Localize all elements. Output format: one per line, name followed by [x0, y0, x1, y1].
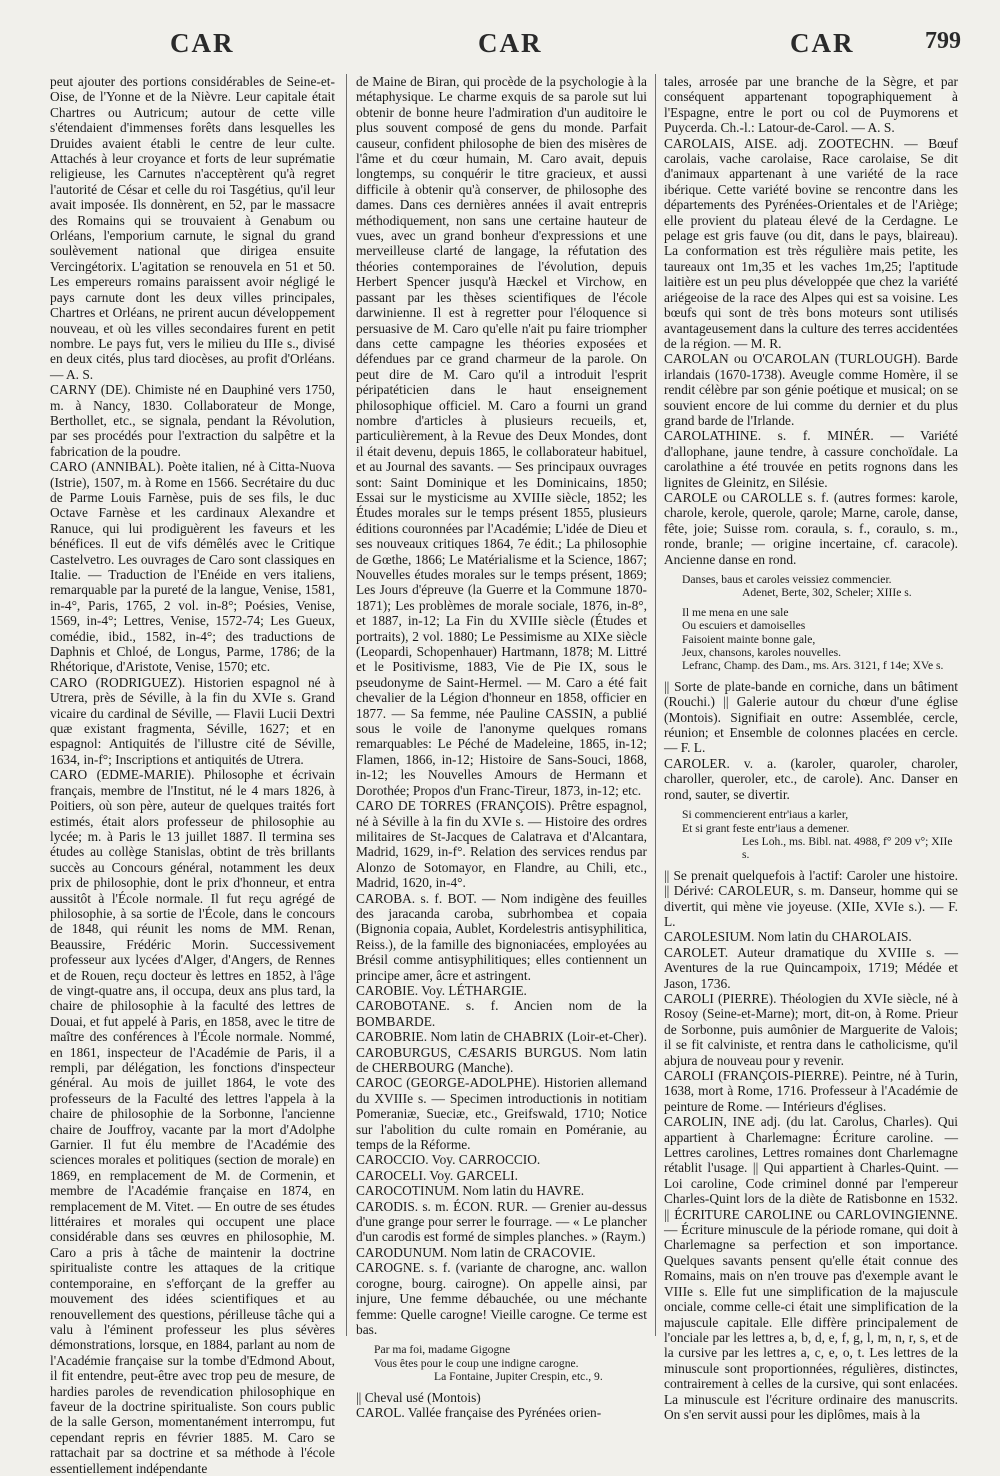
entry-paragraph: CAROCOTINUM. Nom latin du HAVRE.: [356, 1183, 585, 1199]
entry-paragraph: CARODUNUM. Nom latin de CRACOVIE.: [356, 1244, 596, 1260]
column-divider: [655, 74, 656, 1336]
entry-paragraph: || Sorte de plate-bande en corniche, dans un bâtiment (Rouchi.) || Galerie autour du chœur d'une église (Montois). Signifiait en outre: Assemblée, cercle, réunion; et Ensemble de colonnes placées en cercle. — F. L.: [664, 678, 958, 756]
entry-paragraph: CAROC (GEORGE-ADOLPHE). Historien allemand du XVIIIe s. — Specimen introductionis in notitiam Pomeraniæ, Sueciæ, etc., Greifswald, 1710; Notice sur l'abolition du culte romain en Poméranie, au temps de la Réforme.: [356, 1075, 647, 1153]
verse-quotation: [682, 573, 958, 673]
verse-quotation: [374, 1343, 647, 1383]
quote-source: La Fontaine, Jupiter Crespin, etc., 9.: [434, 1370, 603, 1384]
verse-quotation: [682, 808, 958, 862]
entry-paragraph: CAROCCIO. Voy. CARROCCIO.: [356, 1152, 541, 1168]
header-right-word: CAR: [790, 28, 855, 58]
quote-line: Vous êtes pour le coup une indigne carogne.: [374, 1356, 579, 1370]
quote-line: Danses, baus et caroles veissiez commencier.: [682, 573, 892, 586]
column-divider: [346, 74, 347, 1336]
quote-source: Les Loh., ms. Bibl. nat. 4988, f° 209 v°; XIIe s.: [742, 834, 953, 862]
entry-paragraph: CAROBOTANE. s. f. Ancien nom de la BOMBARDE.: [356, 998, 647, 1029]
header-center-word: CAR: [478, 28, 543, 58]
quote-line: Ou escuiers et damoiselles: [682, 619, 806, 633]
quote-line: Si commencierent entr'iaus a karler,: [682, 808, 849, 822]
entry-paragraph: CAROGNE. s. f. (variante de charogne, anc. wallon corogne, bourg. cairogne). On appelle ainsi, par injure, Une femme débauchée, ou une méchante femme: Quelle carogne! Vieille carogne. Ce terme est bas.: [356, 1260, 647, 1337]
column-2: [356, 74, 647, 1420]
entry-paragraph: CAROBRIE. Nom latin de CHABRIX (Loir-et-Cher).: [356, 1029, 647, 1045]
entry-paragraph: CAROBURGUS, CÆSARIS BURGUS. Nom latin de CHERBOURG (Manche).: [356, 1044, 647, 1075]
entry-paragraph: tales, arrosée par une branche de la Sègre, et par conséquent appartenant topographiquement à l'Espagne, entre le port ou col de Puymorens et Puycerda. Ch.-l.: Latour-de-Carol. — A. S.: [664, 74, 958, 136]
entry-paragraph: CAROLI (FRANÇOIS-PIERRE). Peintre, né à Turin, 1638, mort à Rome, 1716. Professeur à l'Académie de peinture de Rome. — Intérieurs d'églises.: [664, 1068, 958, 1114]
entry-paragraph: CAROLIN, INE adj. (du lat. Carolus, Charles). Qui appartient à Charlemagne: Écriture caroline. — Lettres carolines, Lettres romaines dont Charlemagne rétablit l'usage. || Qui appartient à Charles-Quint. — Loi caroline, Code criminel donné par l'empereur Charles-Quint lors de la diète de Ratisbonne en 1532. || ÉCRITURE CAROLINE ou CARLOVINGIENNE. — Écriture minuscule de la période romane, qui doit à Charlemagne sa perfection et son importance. Quelques savants pensent qu'elle était connue des Romains, mais on n'en trouve pas d'exemple avant le VIIIe s. Elle fut une simplification de la majuscule onciale, comme celle-ci était une simplification de la majuscule capitale. Elle diffère principalement de l'onciale par les lettres a, b, d, e, f, g, l, m, n, r, s, et de la cursive par les lettres a, c, e, o, t. Les lettres de la minuscule sont proportionnées, régulières, distinctes, contrairement à celles de la cursive, qui sont enlacées. La minuscule est l'écriture ordinaire des manuscrits. On s'en servit aussi pour les diplômes, mais à la: [664, 1114, 958, 1422]
header-left-word: CAR: [170, 28, 235, 58]
entry-paragraph: CAROLE ou CAROLLE s. f. (autres formes: karole, charole, kerole, querole, qarole; Marne, carole, danse, fête, joie; Suisse rom. coraula, s. f., coraulo, s. m., ronde, branle; — origine incertaine, cf. caracole). Ancienne danse en rond.: [664, 489, 958, 567]
quote-line: Faisoient mainte bonne gale,: [682, 632, 816, 646]
quote-line: Jeux, chansons, karoles nouvelles.: [682, 646, 842, 660]
entry-paragraph: CARODIS. s. m. ÉCON. RUR. — Grenier au-dessus d'une grange pour serrer le fourrage. — « Le plancher d'un carodis est formé de simples planches. » (Raym.): [356, 1198, 647, 1245]
entry-paragraph: CARO DE TORRES (FRANÇOIS). Prêtre espagnol, né à Séville à la fin du XVIe s. — Histoire des ordres militaires de St-Jacques de Calatrava et d'Alcantara, Madrid, 1629, in-f°. Relation des services rendus par Alonzo de Sotomayor, en Flandre, au Chili, etc., Madrid, 1620, in-4°.: [356, 798, 647, 891]
entry-paragraph: CARO (ANNIBAL). Poète italien, né à Citta-Nuova (Istrie), 1507, m. à Rome en 1566. Secrétaire du duc de Parme Louis Farnèse, puis de ses fils, le duc Octave Farnèse et les cardinaux Alexandre et Ranuce, qui lui prodiguèrent les faveurs et les bénéfices. Il eut de vifs démêlés avec le Critique Castelvetro. Les ouvrages de Caro sont classiques en Italie. — Traduction de l'Enéide en vers italiens, remarquable par la pureté de la langue, Venise, 1581, in-4°, Paris, 1765, 2 vol. in-8°; Poésies, Venise, 1569, in-4°; Lettres, Venise, 1572-74; Les Gueux, comédie, ibid., 1582, in-4°; des traductions de Daphnis et Chloé, de Longus, Parme, 1786; de la Rhétorique, d'Aristote, Venise, 1570; etc.: [50, 459, 335, 675]
entry-paragraph: || Se prenait quelquefois à l'actif: Caroler une histoire. || Dérivé: CAROLEUR, s. m. Danseur, homme qui se divertit, qui mène vie joyeuse. (XIIe, XVIe s.). — F. L.: [664, 867, 958, 929]
running-header: [0, 28, 1000, 68]
entry-paragraph: CAROLET. Auteur dramatique du XVIIIe s. — Aventures de la rue Quincampoix, 1719; Médée et Jason, 1736.: [664, 944, 958, 991]
quote-line: Par ma foi, madame Gigogne: [374, 1343, 511, 1357]
entry-paragraph: CAROLESIUM. Nom latin du CHAROLAIS.: [664, 929, 912, 945]
entry-paragraph: || Cheval usé (Montois): [356, 1389, 481, 1405]
entry-paragraph: CAROCELI. Voy. GARCELI.: [356, 1167, 518, 1183]
page-number: 799: [925, 28, 961, 54]
entry-paragraph: CARO (RODRIGUEZ). Historien espagnol né à Utrera, près de Séville, à la fin du XVIe s. Grand vicaire du cardinal de Séville, — Flavii Lucii Dextri quæ existant fragmenta, Séville, 1627; et en espagnol: Antiquités de l'illustre cité de Séville, 1634, in-f°; Inscriptions et antiquités de Utrera.: [50, 674, 335, 767]
entry-paragraph: peut ajouter des portions considérables de Seine-et-Oise, de l'Yonne et de la Nièvre. Leur capitale était Chartres ou Autricum; autour de cette ville s'étendaient d'immenses forêts dans lesquelles les Druides avaient établi le centre de leur culte. Attachés à leur croyance et forts de leur suprématie religieuse, les Carnutes n'acceptèrent qu'à regret l'autorité de César et celle du roi Tasgétius, qu'il leur avait imposée. Ils donnèrent, en 52, par le massacre des Romains qui se trouvaient à Genabum ou Orléans, l'emporium carnute, le signal du grand soulèvement national que dirigea ensuite Vercingétorix. L'agitation se renouvela en 51 et 50. Les empereurs romains paraissent avoir négligé le pays carnute dont les deux villes principales, Chartres et Orléans, ne prirent aucun développement nouveau, et où les villes secondaires furent en petit nombre. Le pays fut, vers le milieu du IIIe s., divisé en deux cités, plus tard diocèses, au profit d'Orléans. — A. S.: [50, 74, 335, 382]
quote-line: Il me mena en une sale: [682, 605, 789, 619]
entry-paragraph: CAROBIE. Voy. LÉTHARGIE.: [356, 982, 527, 998]
entry-paragraph: CAROLAN ou O'CAROLAN (TURLOUGH). Barde irlandais (1670-1738). Aveugle comme Homère, il se rendit célèbre par son génie poétique et musical; on se souvient encore de lui comme du dernier et du plus grand barde de l'Irlande.: [664, 351, 958, 428]
column-3: [664, 74, 958, 1422]
entry-paragraph: de Maine de Biran, qui procède de la psychologie à la métaphysique. Le charme exquis de sa parole sut lui obtenir de bonne heure l'admiration d'un auditoire le plus souvent composé de gens du monde. Parfait causeur, confident philosophe de bien des misères de l'âme et du cœur humain, M. Caro avait, depuis longtemps, su conquérir le titre gracieux, et aussi difficile à obtenir qu'à conserver, de philosophe des dames. Dans ces dernières années il avait entrepris méthodiquement, non sans une certaine hauteur de vues, avec un grand bonheur d'expressions et une merveilleuse clarté de langage, la réfutation des théories contemporaines de l'évolution, depuis Herbert Spencer jusqu'à Hæckel et Virchow, en passant par les thèses scientifiques de l'école darwinienne. Il est à regretter pour l'éloquence si persuasive de M. Caro qu'elle n'ait pu faire triompher dans cette campagne les théories exposées et défendues par ce grand charmeur de la parole. On peut dire de M. Caro qu'il a introduit l'esprit péripatéticien dans le haut enseignement philosophique officiel. M. Caro a fourni un grand nombre d'articles à plusieurs recueils, et, particulièrement, à la Revue des Deux Mondes, dont il était devenu, depuis 1865, le collaborateur habituel, et au Journal des savants. — Ses principaux ouvrages sont: Saint Dominique et les Dominicains, 1850; Essai sur le mysticisme au XVIIIe siècle, 1852; les Études morales sur le temps présent 1855, plusieurs éditions couronnées par l'Académie; L'idée de Dieu et ses nouveaux critiques 1864, 7e édit.; La philosophie de Gœthe, 1866; Le Matérialisme et la Science, 1867; Nouvelles études morales sur le temps présent, 1869; Les Jours d'épreuve (la Guerre et la Commune 1870-1871); Les problèmes de morale sociale, 1876, in-8°, et 1887, in-12; La Fin du XVIIIe siècle (Études et portraits), 2 vol. 1880; Le Pessimisme au XIXe siècle (Leopardi, Schopenhauer) Hartmann, 1878; M. Littré et le Positivisme, 1883, Vie de Pie IX, sous le pseudonyme de Saint-Hermel. — M. Caro a été fait chevalier de la Légion d'honneur en 1858, officier en 1877. — Sa femme, née Pauline CASSIN, a publié sous le voile de l'anonyme quelques romans remarquables: Le Péché de Madeleine, 1865, in-12; Flamen, 1866, in-12; Histoire de Sans-Souci, 1868, in-12; les Nouvelles Amours de Hermann et Dorothée; Propos d'un Franc-Tireur, 1873, in-12; etc.: [356, 74, 647, 798]
column-1: [50, 74, 335, 1476]
entry-paragraph: CAROLER. v. a. (karoler, quaroler, charoler, charoller, queroler, etc., de carole). Anc. Danser en rond, sauter, se divertir.: [664, 755, 958, 802]
entry-paragraph: CAROLATHINE. s. f. MINÉR. — Variété d'allophane, jaune tendre, à cassure conchoïdale. La carolathine a été trouvée en petits rognons dans les lignites de Gleinitz, en Silésie.: [664, 428, 958, 490]
entry-paragraph: CAROBA. s. f. BOT. — Nom indigène des feuilles des jaracanda caroba, subrhombea et copaia (Bignonia copaia, Aublet, Kordelestris antisyphilitica, Reiss.), de la famille des bignoniacées, employées au Brésil comme antisyphilitiques; elles contiennent un principe amer, âcre et astringent.: [356, 890, 647, 983]
entry-paragraph: CAROL. Vallée française des Pyrénées orien-: [356, 1404, 602, 1420]
entry-paragraph: CARNY (DE). Chimiste né en Dauphiné vers 1750, m. à Nancy, 1830. Collaborateur de Monge, Berthollet, etc., se signala, pendant la Révolution, par ses procédés pour l'extraction du salpêtre et la fabrication de la poudre.: [50, 382, 335, 459]
quote-line: Et si grant feste entr'iaus a demener.: [682, 821, 850, 835]
quote-source: Adenet, Berte, 302, Scheler; XIIIe s.: [742, 586, 912, 600]
quote-source: Lefranc, Champ. des Dam., ms. Ars. 3121, f 14e; XVe s.: [682, 659, 944, 673]
entry-paragraph: CARO (EDME-MARIE). Philosophe et écrivain français, membre de l'Institut, né le 4 mars 1826, à Poitiers, où son père, auteur de quelques traités fort estimés, était alors professeur de philosophie au lycée; m. à Paris le 13 juillet 1887. Il termina ses études au collège Stanislas, obtint de très brillants succès au Concours général, notamment les deux prix de philosophie, dont le prix d'honneur, et entra aussitôt à l'École normale. Il fut reçu agrégé de philosophie, à sa sortie de l'École, dans le concours de 1848, qui réunit les noms de MM. Renan, Beaussire, Frédéric Morin. Successivement professeur aux lycées d'Alger, d'Angers, de Rennes et de Rouen, reçu docteur ès lettres en 1852, à l'âge de vingt-quatre ans, il occupa, deux ans plus tard, la chaire de philosophie à la faculté des lettres de Douai, et fut appelé à Paris, en 1858, avec le titre de maître des conférences à l'École normale. Nommé, en 1861, inspecteur de l'Académie de Paris, il a rempli, par délégation, les fonctions d'inspecteur général. Au mois de juillet 1864, le vote des professeurs de la Faculté des lettres l'appela à la chaire de philosophie de la Sorbonne, l'ancienne chaire de Jouffroy, vacante par la mort d'Adolphe Garnier. Il fut élu membre de l'Académie des sciences morales et politiques (section de morale) en 1869, en remplacement de M. de Cormenin, et membre de l'Académie française en 1874, en remplacement de M. Vitet. — En outre de ses études littéraires et morales qui occupent une place considérable dans ses œuvres en philosophie, M. Caro a pris à tâche de maintenir la doctrine spiritualiste contre les attaques de la critique contemporaine, en s'efforçant de la greffer au mouvement des idées scientifiques et au renouvellement des questions, périlleuse tâche qui a valu à l'éminent professeur les plus sévères démonstrations, lorsque, en 1884, parlant au nom de l'Académie française sur la tombe d'Edmond About, il fit entendre, peut-être avec trop peu de mesure, de hardies paroles de revendication philosophique en faveur de la doctrine spiritualiste. Son cours public de la salle Gerson, momentanément interrompu, fut cependant repris en février 1885. M. Caro se rattachait par sa doctrine et sa méthode à l'école essentiellement indépendante: [50, 767, 335, 1476]
entry-paragraph: CAROLI (PIERRE). Théologien du XVIe siècle, né à Rosoy (Seine-et-Marne); mort, dit-on, à Rome. Prieur de Sorbonne, puis aumônier de Marguerite de Valois; il se fit calviniste, et rentra dans le catholicisme, qu'il abjura de nouveau pour y revenir.: [664, 990, 958, 1068]
entry-paragraph: CAROLAIS, AISE. adj. ZOOTECHN. — Bœuf carolais, vache carolaise, Race carolaise, Se dit d'animaux appartenant à une variété de la race ibérique. Cette variété bovine se rencontre dans les départements des Pyrénées-Orientales et de l'Ariège; elle provient du plateau élevé de la Cerdagne. Le pelage est gris fauve (ou dit, dans le pays, blaireau). La conformation est très régulière mais petite, les taureaux ont 1m,35 et les vaches 1m,25; l'aptitude laitière est un peu plus développée que chez la variété ariégeoise de la race des Alpes qui est sa voisine. Les bœufs qui sont de très bons moteurs sont utilisés avantageusement dans la culture des terres accidentées de la région. — M. R.: [664, 135, 958, 351]
